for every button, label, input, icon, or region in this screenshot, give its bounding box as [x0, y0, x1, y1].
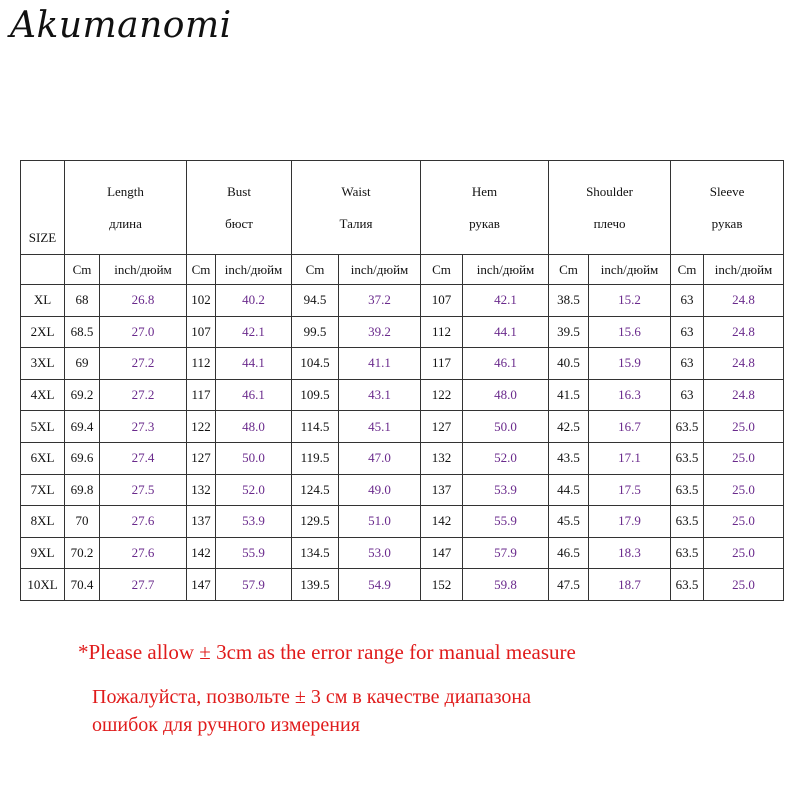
header-row — [21, 161, 784, 255]
size-cell: 8XL — [21, 506, 65, 538]
inch-value-cell: 46.1 — [216, 379, 292, 411]
inch-value-cell: 15.6 — [589, 316, 671, 348]
cm-value-cell: 137 — [187, 506, 216, 538]
cm-value-cell: 147 — [187, 569, 216, 601]
cm-value-cell: 109.5 — [292, 379, 339, 411]
cm-value-cell: 42.5 — [549, 411, 589, 443]
inch-value-cell: 27.2 — [100, 348, 187, 380]
inch-value-cell: 25.0 — [704, 411, 784, 443]
inch-value-cell: 17.5 — [589, 474, 671, 506]
cm-value-cell: 114.5 — [292, 411, 339, 443]
size-cell: 4XL — [21, 379, 65, 411]
inch-value-cell: 25.0 — [704, 506, 784, 538]
cm-value-cell: 63.5 — [671, 411, 704, 443]
size-chart-table — [20, 160, 784, 601]
cm-value-cell: 70.2 — [65, 537, 100, 569]
cm-value-cell: 63 — [671, 348, 704, 380]
column-header-ru: рукав — [711, 215, 743, 231]
cm-value-cell: 122 — [421, 379, 463, 411]
inch-value-cell: 52.0 — [463, 442, 549, 474]
cm-value-cell: 117 — [187, 379, 216, 411]
inch-value-cell: 27.6 — [100, 537, 187, 569]
size-header: SIZE — [28, 230, 57, 245]
unit-inch-label: inch/дюйм — [463, 255, 549, 285]
cm-value-cell: 39.5 — [549, 316, 589, 348]
table-row — [21, 474, 784, 506]
inch-value-cell: 27.0 — [100, 316, 187, 348]
cm-value-cell: 142 — [421, 506, 463, 538]
cm-value-cell: 142 — [187, 537, 216, 569]
cm-value-cell: 132 — [187, 474, 216, 506]
cm-value-cell: 45.5 — [549, 506, 589, 538]
inch-value-cell: 24.8 — [704, 285, 784, 317]
inch-value-cell: 52.0 — [216, 474, 292, 506]
column-header-shoulder — [549, 161, 671, 255]
unit-row — [21, 255, 784, 285]
inch-value-cell: 25.0 — [704, 569, 784, 601]
table-row — [21, 348, 784, 380]
inch-value-cell: 54.9 — [339, 569, 421, 601]
inch-value-cell: 43.1 — [339, 379, 421, 411]
cm-value-cell: 69.2 — [65, 379, 100, 411]
size-cell: 6XL — [21, 442, 65, 474]
size-header-cell — [21, 161, 65, 255]
column-header-en: Sleeve — [709, 183, 745, 199]
inch-value-cell: 18.7 — [589, 569, 671, 601]
inch-value-cell: 59.8 — [463, 569, 549, 601]
unit-cm-label: Cm — [549, 255, 589, 285]
inch-value-cell: 16.7 — [589, 411, 671, 443]
inch-value-cell: 51.0 — [339, 506, 421, 538]
cm-value-cell: 46.5 — [549, 537, 589, 569]
inch-value-cell: 24.8 — [704, 316, 784, 348]
unit-inch-label: inch/дюйм — [704, 255, 784, 285]
cm-value-cell: 69.4 — [65, 411, 100, 443]
cm-value-cell: 127 — [187, 442, 216, 474]
inch-value-cell: 27.3 — [100, 411, 187, 443]
inch-value-cell: 27.6 — [100, 506, 187, 538]
unit-inch-label: inch/дюйм — [339, 255, 421, 285]
size-cell: 2XL — [21, 316, 65, 348]
table-row — [21, 316, 784, 348]
inch-value-cell: 26.8 — [100, 285, 187, 317]
column-header-en: Waist — [341, 183, 371, 199]
inch-value-cell: 50.0 — [216, 442, 292, 474]
inch-value-cell: 55.9 — [216, 537, 292, 569]
inch-value-cell: 15.9 — [589, 348, 671, 380]
column-header-ru: длина — [109, 215, 142, 231]
inch-value-cell: 37.2 — [339, 285, 421, 317]
inch-value-cell: 53.0 — [339, 537, 421, 569]
cm-value-cell: 63.5 — [671, 506, 704, 538]
column-header-hem — [421, 161, 549, 255]
brand-logo: Akumanomi — [10, 5, 232, 46]
inch-value-cell: 44.1 — [216, 348, 292, 380]
inch-value-cell: 48.0 — [463, 379, 549, 411]
size-cell: 10XL — [21, 569, 65, 601]
column-header-sleeve — [671, 161, 784, 255]
unit-inch-label: inch/дюйм — [216, 255, 292, 285]
cm-value-cell: 43.5 — [549, 442, 589, 474]
inch-value-cell: 27.2 — [100, 379, 187, 411]
cm-value-cell: 99.5 — [292, 316, 339, 348]
inch-value-cell: 44.1 — [463, 316, 549, 348]
unit-inch-label: inch/дюйм — [589, 255, 671, 285]
cm-value-cell: 129.5 — [292, 506, 339, 538]
column-header-ru: рукав — [469, 215, 500, 231]
table-row — [21, 569, 784, 601]
inch-value-cell: 40.2 — [216, 285, 292, 317]
table-body — [21, 285, 784, 601]
inch-value-cell: 17.1 — [589, 442, 671, 474]
cm-value-cell: 112 — [421, 316, 463, 348]
inch-value-cell: 16.3 — [589, 379, 671, 411]
measurement-note-ru-line2: ошибок для ручного измерения — [92, 714, 360, 736]
measurement-note-en: *Please allow ± 3cm as the error range for manual measure — [78, 640, 576, 664]
inch-value-cell: 53.9 — [463, 474, 549, 506]
cm-value-cell: 69.8 — [65, 474, 100, 506]
cm-value-cell: 107 — [421, 285, 463, 317]
cm-value-cell: 139.5 — [292, 569, 339, 601]
inch-value-cell: 24.8 — [704, 348, 784, 380]
inch-value-cell: 27.4 — [100, 442, 187, 474]
size-cell: XL — [21, 285, 65, 317]
inch-value-cell: 55.9 — [463, 506, 549, 538]
cm-value-cell: 132 — [421, 442, 463, 474]
inch-value-cell: 15.2 — [589, 285, 671, 317]
cm-value-cell: 63 — [671, 285, 704, 317]
inch-value-cell: 42.1 — [463, 285, 549, 317]
cm-value-cell: 41.5 — [549, 379, 589, 411]
cm-value-cell: 68 — [65, 285, 100, 317]
column-header-ru: плечо — [593, 215, 626, 231]
cm-value-cell: 69.6 — [65, 442, 100, 474]
inch-value-cell: 27.5 — [100, 474, 187, 506]
cm-value-cell: 40.5 — [549, 348, 589, 380]
cm-value-cell: 44.5 — [549, 474, 589, 506]
unit-cm-label: Cm — [421, 255, 463, 285]
inch-value-cell: 42.1 — [216, 316, 292, 348]
cm-value-cell: 63 — [671, 316, 704, 348]
inch-value-cell: 57.9 — [216, 569, 292, 601]
cm-value-cell: 68.5 — [65, 316, 100, 348]
column-header-en: Bust — [227, 183, 251, 199]
inch-value-cell: 45.1 — [339, 411, 421, 443]
cm-value-cell: 127 — [421, 411, 463, 443]
cm-value-cell: 63.5 — [671, 442, 704, 474]
unit-inch-label: inch/дюйм — [100, 255, 187, 285]
column-header-ru: Талия — [339, 215, 373, 231]
inch-value-cell: 49.0 — [339, 474, 421, 506]
table-row — [21, 411, 784, 443]
inch-value-cell: 48.0 — [216, 411, 292, 443]
cm-value-cell: 63.5 — [671, 474, 704, 506]
cm-value-cell: 112 — [187, 348, 216, 380]
measurement-note-ru — [92, 683, 531, 739]
column-header-en: Length — [107, 183, 144, 199]
cm-value-cell: 107 — [187, 316, 216, 348]
cm-value-cell: 38.5 — [549, 285, 589, 317]
unit-cm-label: Cm — [187, 255, 216, 285]
table-row — [21, 442, 784, 474]
cm-value-cell: 63.5 — [671, 537, 704, 569]
size-cell: 5XL — [21, 411, 65, 443]
table-row — [21, 379, 784, 411]
inch-value-cell: 57.9 — [463, 537, 549, 569]
cm-value-cell: 134.5 — [292, 537, 339, 569]
inch-value-cell: 46.1 — [463, 348, 549, 380]
inch-value-cell: 50.0 — [463, 411, 549, 443]
inch-value-cell: 24.8 — [704, 379, 784, 411]
inch-value-cell: 25.0 — [704, 442, 784, 474]
size-cell: 3XL — [21, 348, 65, 380]
measurement-note-ru-line1: Пожалуйста, позвольте ± 3 см в качестве диапазона — [92, 686, 531, 708]
cm-value-cell: 102 — [187, 285, 216, 317]
unit-cm-label: Cm — [671, 255, 704, 285]
unit-cm-label: Cm — [292, 255, 339, 285]
inch-value-cell: 41.1 — [339, 348, 421, 380]
cm-value-cell: 104.5 — [292, 348, 339, 380]
column-header-waist — [292, 161, 421, 255]
inch-value-cell: 18.3 — [589, 537, 671, 569]
cm-value-cell: 70.4 — [65, 569, 100, 601]
column-header-length — [65, 161, 187, 255]
inch-value-cell: 25.0 — [704, 474, 784, 506]
cm-value-cell: 117 — [421, 348, 463, 380]
cm-value-cell: 47.5 — [549, 569, 589, 601]
unit-row-spacer — [21, 255, 65, 285]
inch-value-cell: 27.7 — [100, 569, 187, 601]
column-header-en: Hem — [471, 183, 498, 199]
table-row — [21, 285, 784, 317]
inch-value-cell: 39.2 — [339, 316, 421, 348]
unit-cm-label: Cm — [65, 255, 100, 285]
cm-value-cell: 124.5 — [292, 474, 339, 506]
inch-value-cell: 17.9 — [589, 506, 671, 538]
cm-value-cell: 70 — [65, 506, 100, 538]
cm-value-cell: 119.5 — [292, 442, 339, 474]
cm-value-cell: 63 — [671, 379, 704, 411]
inch-value-cell: 53.9 — [216, 506, 292, 538]
table-row — [21, 537, 784, 569]
inch-value-cell: 25.0 — [704, 537, 784, 569]
size-cell: 9XL — [21, 537, 65, 569]
column-header-bust — [187, 161, 292, 255]
table-row — [21, 506, 784, 538]
cm-value-cell: 137 — [421, 474, 463, 506]
column-header-en: Shoulder — [586, 183, 634, 199]
column-header-ru: бюст — [225, 215, 253, 231]
size-cell: 7XL — [21, 474, 65, 506]
cm-value-cell: 147 — [421, 537, 463, 569]
cm-value-cell: 152 — [421, 569, 463, 601]
cm-value-cell: 122 — [187, 411, 216, 443]
cm-value-cell: 69 — [65, 348, 100, 380]
inch-value-cell: 47.0 — [339, 442, 421, 474]
cm-value-cell: 94.5 — [292, 285, 339, 317]
cm-value-cell: 63.5 — [671, 569, 704, 601]
